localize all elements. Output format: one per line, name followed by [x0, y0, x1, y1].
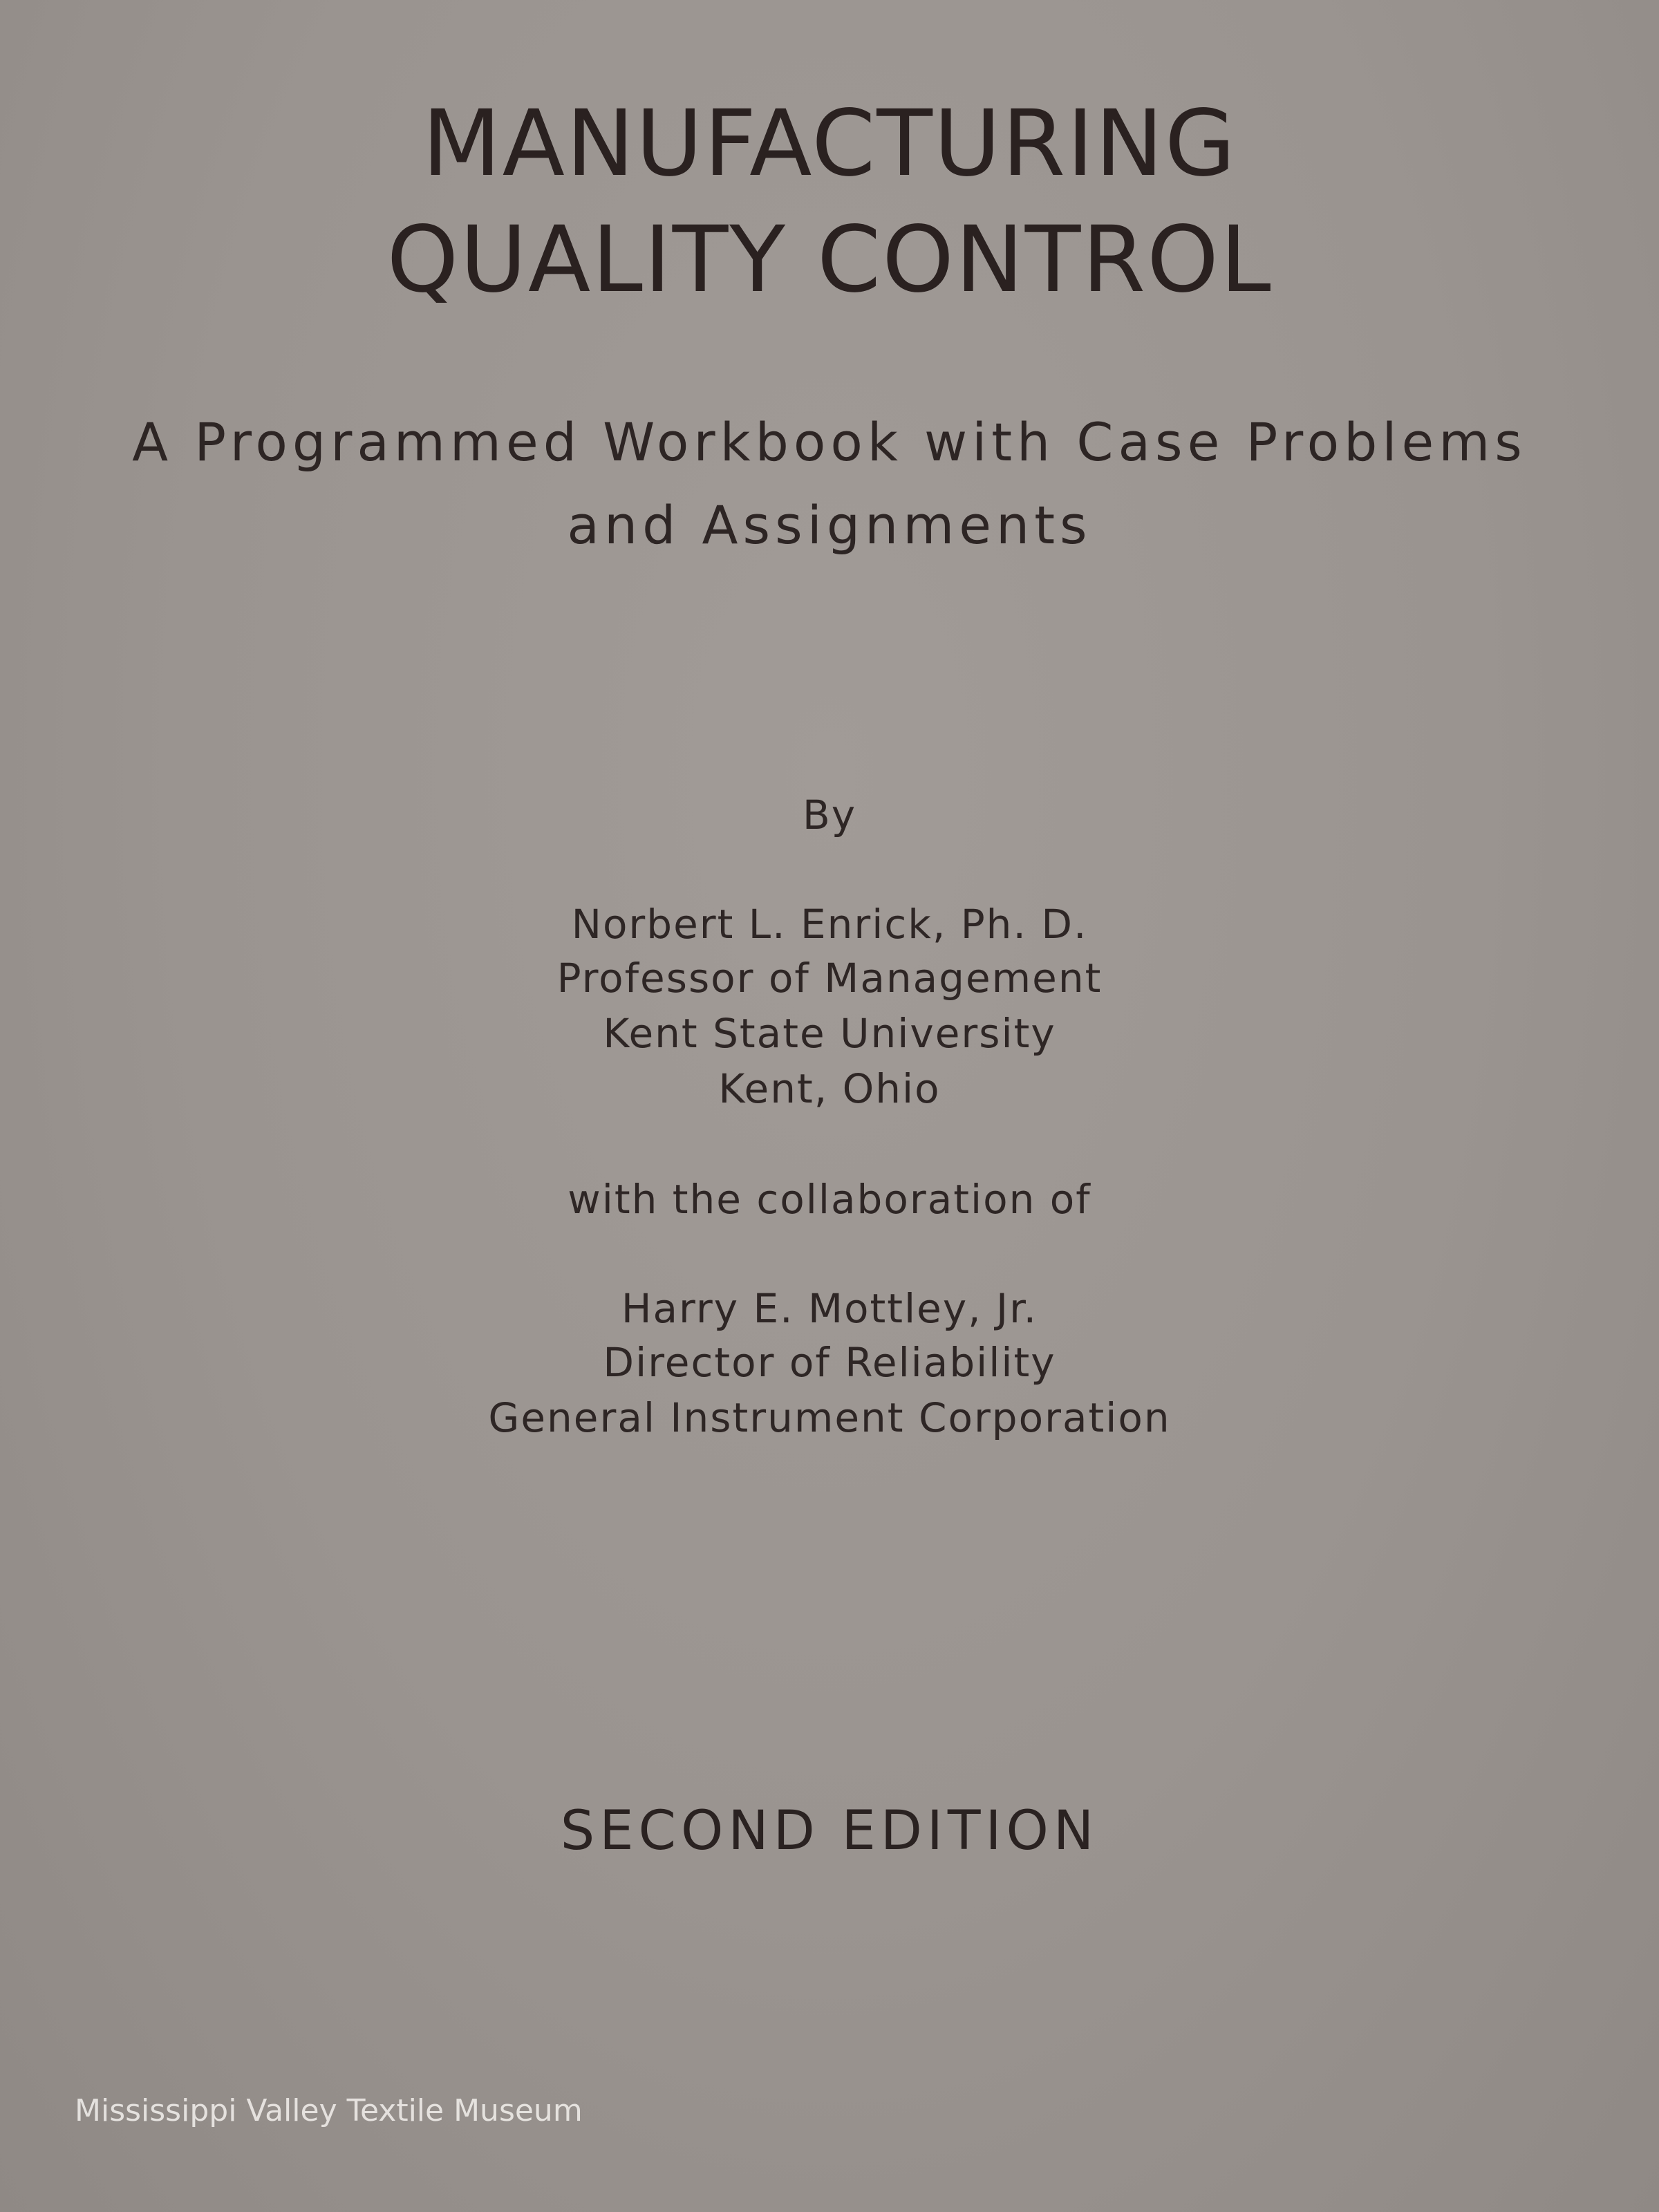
author-location: Kent, Ohio [718, 1065, 941, 1112]
author-name: Norbert L. Enrick, Ph. D. [571, 901, 1088, 948]
book-title-line-1: MANUFACTURING [422, 91, 1237, 197]
museum-watermark: Mississippi Valley Textile Museum [75, 2093, 583, 2128]
collaborator-name: Harry E. Mottley, Jr. [621, 1285, 1038, 1332]
subtitle-line-1: A Programmed Workbook with Case Problems [132, 411, 1527, 473]
subtitle-line-2: and Assignments [567, 494, 1092, 556]
book-title-line-2: QUALITY CONTROL [386, 207, 1273, 313]
collaborator-title: Director of Reliability [603, 1339, 1056, 1386]
edition-label: SECOND EDITION [560, 1800, 1099, 1862]
author-title: Professor of Management [556, 955, 1103, 1002]
by-label: By [802, 791, 857, 838]
author-institution: Kent State University [603, 1010, 1056, 1057]
collaboration-label: with the collaboration of [568, 1176, 1091, 1223]
collaborator-organization: General Instrument Corporation [488, 1394, 1171, 1441]
